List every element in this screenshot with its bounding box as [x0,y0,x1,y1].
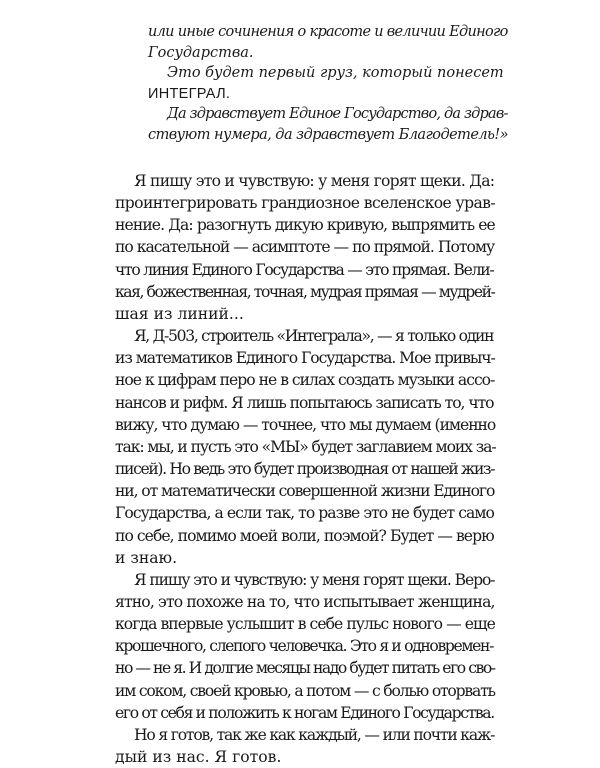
body-line: крошечного, слепого человечка. Это я и одновремен- [115,637,494,656]
body-line: так: мы, и пусть это «МЫ» будет заглавием моих за- [115,437,496,456]
italic-quote-block [148,22,508,146]
body-line: из математиков Единого Государства. Мое привыч- [115,349,495,368]
body-line: и знаю. [115,548,178,567]
body-line: Я пишу это и чувствую: у меня горят щеки. Веро- [134,570,495,589]
body-line: его от себя и положить к ногам Единого Государства. [115,703,494,722]
main-body-text [115,170,495,768]
body-line: Я, Д-503, строитель «Интеграла», — я только один [134,327,494,346]
body-line: по себе, помимо моей воли, поэмой? Будет — верю [115,526,494,545]
body-line: Я пишу это и чувствую: у меня горят щеки. Да: [134,172,495,190]
quote-line: Это будет первый груз, который понесет [167,65,504,82]
body-line: когда впервые услышит в себе пульс нового — еще [115,615,495,634]
quote-line: ствуют нумера, да здравствует Благодетель!» [148,126,508,143]
body-line: но — не я. И долгие месяцы надо будет питать его сво- [115,659,495,678]
body-line: писей). Но ведь это будет производная от нашей жиз- [115,460,495,479]
quote-line: или иные сочинения о красоте и величии Единого [148,24,508,40]
body-line: кая, божественная, точная, мудрая прямая — мудрей- [115,282,495,301]
body-line: ное к цифрам перо не в силах создать музыки ассо- [115,371,495,390]
body-line: им соком, своей кровью, а потом — с болью оторвать [115,681,495,700]
body-line: Но я готов, так же как каждый, — или почти каж- [134,725,495,744]
body-line: вижу, что думаю — точнее, что мы думаем (именно [115,415,496,434]
quote-line: Государства. [148,44,254,61]
body-line: нансов и рифм. Я лишь попытаюсь записать то, что [115,393,494,412]
body-line: что линия Единого Государства — это прямая. Вели- [115,260,494,279]
quote-line: Да здравствует Единое Государство, да здрав- [167,106,508,123]
body-line: ятно, это похоже на то, что испытывает женщина, [115,592,495,611]
body-line: ни, от математически совершенной жизни Единого [115,482,495,501]
body-line: проинтегрировать грандиозное вселенское урав- [115,194,495,213]
body-line: нение. Да: разогнуть дикую кривую, выпрямить ее [115,216,495,235]
body-line: дый из нас. Я готов. [115,748,282,767]
body-line: Государства, а если так, то разве это не будет само [115,504,494,523]
body-line: шая из линий... [115,304,244,323]
quote-line: ИНТЕГРАЛ. [148,85,231,102]
body-line: по касательной — асимптоте — по прямой. Потому [115,238,495,257]
